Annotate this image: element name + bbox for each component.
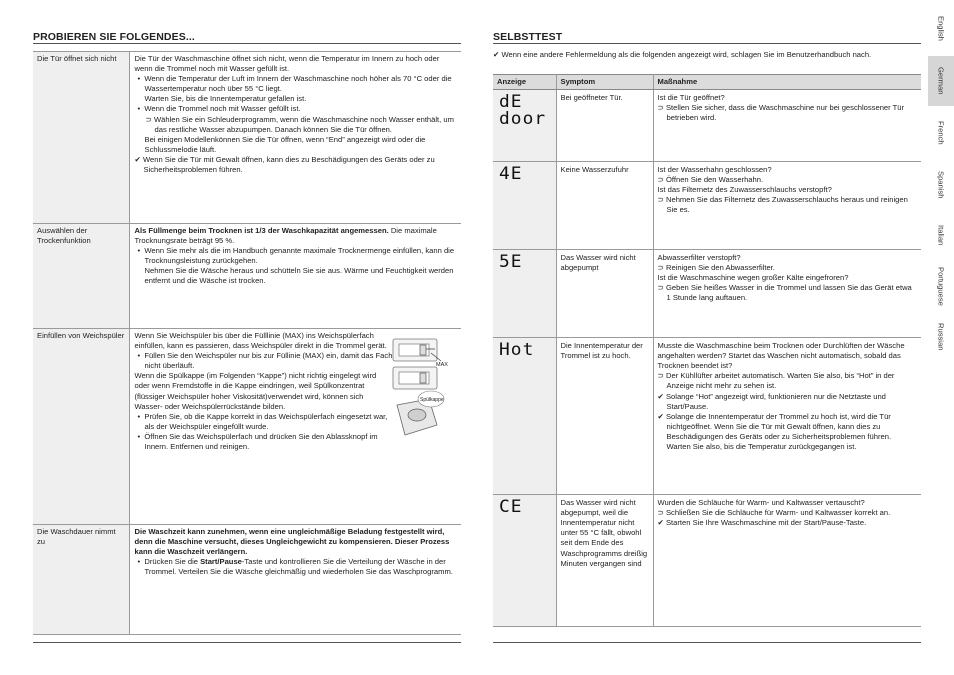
text-line xyxy=(135,371,393,411)
check-icon: ✔ xyxy=(493,50,502,59)
table-row xyxy=(493,338,921,495)
text-line xyxy=(658,195,918,215)
display-cell xyxy=(493,90,556,162)
right-section-title: SELBSTTEST xyxy=(493,31,563,43)
text-line xyxy=(135,527,457,557)
cap-label: Spülkappe xyxy=(420,397,444,403)
row-label: Auswählen der Trockenfunktion xyxy=(33,224,129,329)
left-section-title: PROBIEREN SIE FOLGENDES... xyxy=(33,31,195,43)
line-bold: Start/Pause xyxy=(200,557,242,567)
right-bottom-rule xyxy=(493,642,921,643)
row-body xyxy=(129,52,461,224)
line-text: Schließen Sie die Schläuche für Warm- und Kaltwasser korrekt an. xyxy=(665,508,891,518)
display-cell xyxy=(493,495,556,627)
text-line xyxy=(135,331,393,351)
text-line xyxy=(135,94,457,104)
line-text: Wenn die Temperatur der Luft im Innern der Waschmaschine noch höher als 70 °C oder die Wassertemperatur noch über 55 °C liegt. xyxy=(144,74,452,94)
line-text: Solange die Innentemperatur der Trommel zu hoch ist, wird die Tür nichtgeöffnet. Wenn Sie die Tür mit Gewalt öffnen, kann dies zu Beschädigungen des Geräts oder zu Sicherheitsproblemen führen. Warten Sie also, bis die Temperatur zurückgegangen ist. xyxy=(665,411,892,452)
text-line xyxy=(658,165,918,175)
line-text: Musste die Waschmaschine beim Trocknen oder Durchlüften der Wäsche angehalten werden? Startet das Waschen nicht automatisch, sobald das Trocknen beendet ist? xyxy=(657,341,905,371)
row-body xyxy=(129,329,461,525)
check-icon: ✔ xyxy=(134,154,143,164)
troubleshoot-table xyxy=(33,51,461,635)
row-body xyxy=(129,525,461,635)
arrow-icon: ⊃ xyxy=(657,371,666,381)
table-row xyxy=(493,162,921,250)
text-line xyxy=(658,175,918,185)
arrow-icon: ⊃ xyxy=(657,103,666,113)
softener-drawer-illustration xyxy=(391,335,455,455)
line-text: Nehmen Sie das Filternetz des Zuwasserschlauchs heraus und reinigen Sie es. xyxy=(665,195,908,215)
line-text: Ist die Tür geöffnet? xyxy=(657,93,725,103)
text-line xyxy=(658,392,918,412)
left-bottom-rule xyxy=(33,642,461,643)
arrow-icon: ⊃ xyxy=(657,195,666,205)
line-bold: Die Waschzeit kann zunehmen, wenn eine ungleichmäßige Beladung festgestellt wird, denn die Maschine versucht, dieses Ungleichgewicht zu kompensieren. Dieser Prozess kann die Waschzeit verlängern. xyxy=(134,527,450,557)
row-body-text xyxy=(135,331,393,452)
line-text: Wenn Sie Weichspüler bis über die Fülllinie (MAX) ins Weichspülerfach einfüllen, kann es passieren, dass Weichspüler direkt in die Trommel gerät. xyxy=(134,331,387,351)
line-text: Öffnen Sie den Wasserhahn. xyxy=(665,175,764,185)
line-text: Geben Sie heißes Wasser in die Trommel und lassen Sie das Gerät etwa 1 Stunde lang auftauen. xyxy=(665,283,912,303)
display-cell xyxy=(493,338,556,495)
line-text: Ist das Filternetz des Zuwasserschlauchs verstopft? xyxy=(657,185,832,195)
table-row xyxy=(33,224,461,329)
symptom-cell: Das Wasser wird nicht abgepumpt, weil die Innentemperatur nicht unter 55 °C fällt, obwohl seit dem Ende des Waschprogramms dreißig Minuten vergangen sind xyxy=(556,495,653,627)
right-title-rule xyxy=(493,43,921,44)
line-bold: Als Füllmenge beim Trocknen ist 1/3 der Waschkapazität angemessen. xyxy=(134,226,389,235)
text-line xyxy=(658,273,918,283)
line-text: Stellen Sie sicher, dass die Waschmaschine nur bei geschlossener Tür betrieben wird. xyxy=(665,103,905,123)
header-display: Anzeige xyxy=(493,75,556,90)
line-text: Wenn die Spülkappe (im Folgenden “Kappe”) nicht richtig eingelegt wird oder wenn Fremdstoffe in die Kappe eindringen, weil Spülkonzentrat (flüssiger Weichspüler hoher Viskosität)verwendet wird, können sich Wasser- oder Weichspülerrückstände bilden. xyxy=(134,371,377,411)
display-cell xyxy=(493,250,556,338)
tab-english[interactable]: English xyxy=(936,15,946,41)
line-text: Abwasserfilter verstopft? xyxy=(657,253,741,263)
line-text: Ist der Wasserhahn geschlossen? xyxy=(657,165,772,175)
text-line xyxy=(658,93,918,103)
tab-russian[interactable]: Russian xyxy=(936,323,946,351)
selftest-intro xyxy=(493,50,913,60)
arrow-icon: ⊃ xyxy=(657,263,666,273)
line-text: Ist die Waschmaschine wegen großer Kälte eingefroren? xyxy=(657,273,849,283)
text-line xyxy=(658,263,918,273)
tab-italian[interactable]: Italian xyxy=(936,224,946,246)
text-line xyxy=(658,103,918,123)
line-text: Die Tür der Waschmaschine öffnet sich nicht, wenn die Temperatur im Innern zu hoch oder wenn die Trommel noch mit Wasser gefüllt ist. xyxy=(134,54,440,74)
lcd-code: CE xyxy=(499,497,523,518)
tab-spanish[interactable]: Spanish xyxy=(936,171,946,199)
lcd-code: 5E xyxy=(499,252,523,273)
intro-text: Wenn eine andere Fehlermeldung als die folgenden angezeigt wird, schlagen Sie im Benutzerhandbuch nach. xyxy=(501,50,872,59)
text-line xyxy=(135,74,457,94)
check-icon: ✔ xyxy=(657,391,666,401)
line-text: Solange “Hot” angezeigt wird, funktionieren nur die Netztaste und Start/Pause. xyxy=(665,391,886,411)
table-row xyxy=(493,250,921,338)
symptom-cell: Die Innentemperatur der Trommel ist zu hoch. xyxy=(556,338,653,495)
text-line xyxy=(135,155,457,175)
text-line xyxy=(135,266,457,286)
action-cell xyxy=(653,162,921,250)
action-cell xyxy=(653,90,921,162)
max-label: MAX xyxy=(436,362,448,368)
text-line xyxy=(658,185,918,195)
line-text: Wählen Sie ein Schleuderprogramm, wenn die Waschmaschine noch Wasser enthält, um das restliche Wasser abzupumpen. Danach können Sie die Tür öffnen. xyxy=(153,114,454,134)
symptom-cell: Keine Wasserzufuhr xyxy=(556,162,653,250)
lcd-code: Hot xyxy=(499,340,535,361)
line-text: Reinigen Sie den Abwasserfilter. xyxy=(665,263,775,273)
table-header-row xyxy=(493,75,921,90)
text-line xyxy=(658,283,918,303)
selftest-table xyxy=(493,74,921,627)
line-text: Nehmen Sie die Wäsche heraus und schütteln Sie sie aus. Wärme und Feuchtigkeit werden entfernt und die Wäsche ist trocken. xyxy=(144,266,454,286)
text-line xyxy=(135,54,457,74)
row-label: Die Tür öffnet sich nicht xyxy=(33,52,129,224)
line-text: Warten Sie, bis die Innentemperatur gefallen ist. xyxy=(144,94,307,104)
line-text: Füllen Sie den Weichspüler nur bis zur Füllinie (MAX) ein, damit das Fach nicht überläuft. xyxy=(144,351,393,371)
arrow-icon: ⊃ xyxy=(657,283,666,293)
line-text: Wenn Sie die Tür mit Gewalt öffnen, kann dies zu Beschädigungen des Geräts oder zu Sicherheitsproblemen führen. xyxy=(142,154,435,175)
line-text: Der Kühllüfter arbeitet automatisch. Warten Sie also, bis “Hot” in der Anzeige nicht mehr zu sehen ist. xyxy=(665,371,895,391)
text-line xyxy=(658,412,918,452)
text-line xyxy=(658,508,918,518)
text-line xyxy=(135,115,457,135)
line-text: Wurden die Schläuche für Warm- und Kaltwasser vertauscht? xyxy=(657,498,865,508)
symptom-cell: Bei geöffneter Tür. xyxy=(556,90,653,162)
text-line xyxy=(658,498,918,508)
line-text: Bei einigen Modellenkönnen Sie die Tür öffnen, wenn “End” angezeigt wird oder die Schlussmelodie läuft. xyxy=(144,134,426,154)
table-row xyxy=(493,90,921,162)
arrow-icon: ⊃ xyxy=(145,114,154,124)
line-text: Die maximale Trocknungsrate beträgt 95 %. xyxy=(134,226,437,246)
text-line xyxy=(658,371,918,391)
text-line xyxy=(658,341,918,371)
text-line xyxy=(658,518,918,528)
tab-french[interactable]: French xyxy=(936,121,946,145)
text-line xyxy=(135,104,457,114)
line-text: Wenn die Trommel noch mit Wasser gefüllt ist. xyxy=(144,104,301,114)
text-line xyxy=(135,412,393,432)
row-body xyxy=(129,224,461,329)
check-icon: ✔ xyxy=(657,518,666,528)
text-line xyxy=(135,226,457,246)
left-title-rule xyxy=(33,43,461,44)
line-text: Wenn Sie mehr als die im Handbuch genannte maximale Trocknermenge einfüllen, kann die Trocknungsleistung zurückgehen. xyxy=(144,246,455,266)
action-cell xyxy=(653,495,921,627)
table-row xyxy=(33,52,461,224)
line-text: Prüfen Sie, ob die Kappe korrekt in das Weichspülerfach eingesetzt war, als der Weichspüler eingefüllt wurde. xyxy=(144,411,388,431)
line-text: Öffnen Sie das Weichspülerfach und drücken Sie den Ablassknopf im Innern. Entfernen und reinigen. xyxy=(144,431,378,452)
text-line xyxy=(135,246,457,266)
table-row xyxy=(493,495,921,627)
action-cell xyxy=(653,250,921,338)
text-line xyxy=(658,253,918,263)
text-line xyxy=(135,557,457,577)
check-icon: ✔ xyxy=(657,411,666,421)
header-symptom: Symptom xyxy=(556,75,653,90)
line-text: Starten Sie Ihre Waschmaschine mit der Start/Pause-Taste. xyxy=(665,518,867,528)
display-cell xyxy=(493,162,556,250)
tab-german[interactable]: German xyxy=(928,56,954,106)
text-line xyxy=(135,432,393,452)
lcd-code: dE door xyxy=(499,92,547,130)
header-action: Maßnahme xyxy=(653,75,921,90)
lcd-code: 4E xyxy=(499,164,523,185)
arrow-icon: ⊃ xyxy=(657,508,666,518)
symptom-cell: Das Wasser wird nicht abgepumpt xyxy=(556,250,653,338)
row-label: Die Waschdauer nimmt zu xyxy=(33,525,129,635)
text-line xyxy=(135,135,457,155)
line-text: -Taste und kontrollieren Sie die Verteilung der Wäsche in der Trommel. Verteilen Sie die Wäsche gleichmäßig und wiederholen Sie das Waschprogramm. xyxy=(144,557,453,577)
line-pre: Drücken Sie die xyxy=(144,557,201,567)
row-label: Einfüllen von Weichspüler xyxy=(33,329,129,525)
table-row xyxy=(33,329,461,525)
text-line xyxy=(135,351,393,371)
table-row xyxy=(33,525,461,635)
arrow-icon: ⊃ xyxy=(657,175,666,185)
action-cell xyxy=(653,338,921,495)
tab-portuguese[interactable]: Portuguese xyxy=(936,266,946,306)
